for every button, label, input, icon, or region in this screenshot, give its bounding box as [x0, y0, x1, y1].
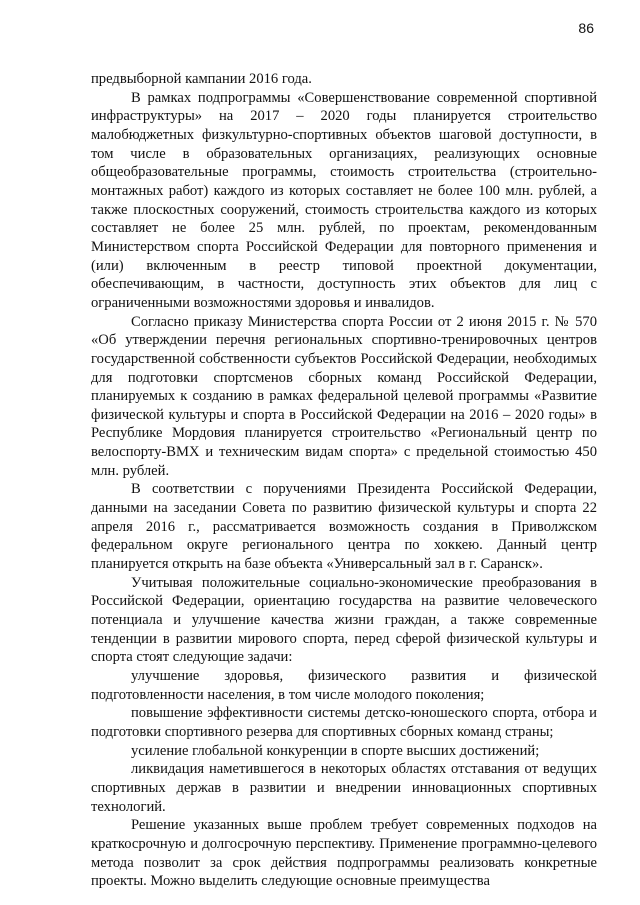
paragraph: Учитывая положительные социально-экономические преобразования в Российской Федерации, ориентацию государства на развитие человеческого потенциала и улучшение качества жизни граждан, а также современные тенденции в развитии мирового спорта, перед сферой физической культуры и спорта стоят следующие задачи: [91, 574, 597, 666]
list-item: повышение эффективности системы детско-юношеского спорта, отбора и подготовки спортивного резерва для спортивных сборных команд страны; [91, 705, 597, 740]
document-body [91, 70, 597, 891]
list-item: улучшение здоровья, физического развития и физической подготовленности населения, в том числе молодого поколения; [91, 668, 597, 703]
paragraph: Решение указанных выше проблем требует современных подходов на краткосрочную и долгосрочную перспективу. Применение программно-целевого метода позволит за срок действия подпрограммы реализовать конкретные проекты. Можно выделить следующие основные преимущества [91, 817, 597, 890]
paragraph: В соответствии с поручениями Президента Российской Федерации, данными на заседании Совета по развитию физической культуры и спорта 22 апреля 2016 г., рассматривается возможность создания в Приволжском федеральном округе регионального центра по хоккею. Данный центр планируется открыть на базе объекта «Универсальный зал в г. Саранск». [91, 481, 597, 573]
list-item: ликвидация наметившегося в некоторых областях отставания от ведущих спортивных держав в развитии и внедрении инновационных спортивных технологий. [91, 761, 597, 815]
list-item: усиление глобальной конкуренции в спорте высших достижений; [131, 742, 540, 759]
paragraph: Согласно приказу Министерства спорта России от 2 июня 2015 г. № 570 «Об утверждении перечня региональных спортивно-тренировочных центров государственной собственности субъектов Российской Федерации, необходимых для подготовки спортсменов сборных команд Российской Федерации, планируемых к созданию в рамках федеральной целевой программы «Развитие физической культуры и спорта в Российской Федерации на 2016 – 2020 годы» в Республике Мордовия планируется строительство «Региональный центр по велоспорту-ВМХ и техническим видам спорта» с предельной стоимостью 450 млн. рублей. [91, 313, 597, 479]
page-number: 86 [578, 20, 594, 36]
paragraph: В рамках подпрограммы «Совершенствование современной спортивной инфраструктуры» на 2017 – 2020 годы планируется строительство малобюджетных физкультурно-спортивных объектов шаговой доступности, в том числе в образовательных организациях, реализующих основные общеобразовательные программы, стоимость строительства (строительно-монтажных работ) каждого из которых составляет не более 100 млн. рублей, а также плоскостных сооружений, стоимость строительства каждого из которых составляет не более 25 млн. рублей, по проектам, рекомендованным Министерством спорта Российской Федерации для повторного применения и (или) включенным в реестр типовой проектной документации, обеспечивающим, в частности, доступность этих объектов для лиц с ограниченными возможностями здоровья и инвалидов. [91, 89, 597, 311]
paragraph: предвыборной кампании 2016 года. [91, 71, 312, 87]
